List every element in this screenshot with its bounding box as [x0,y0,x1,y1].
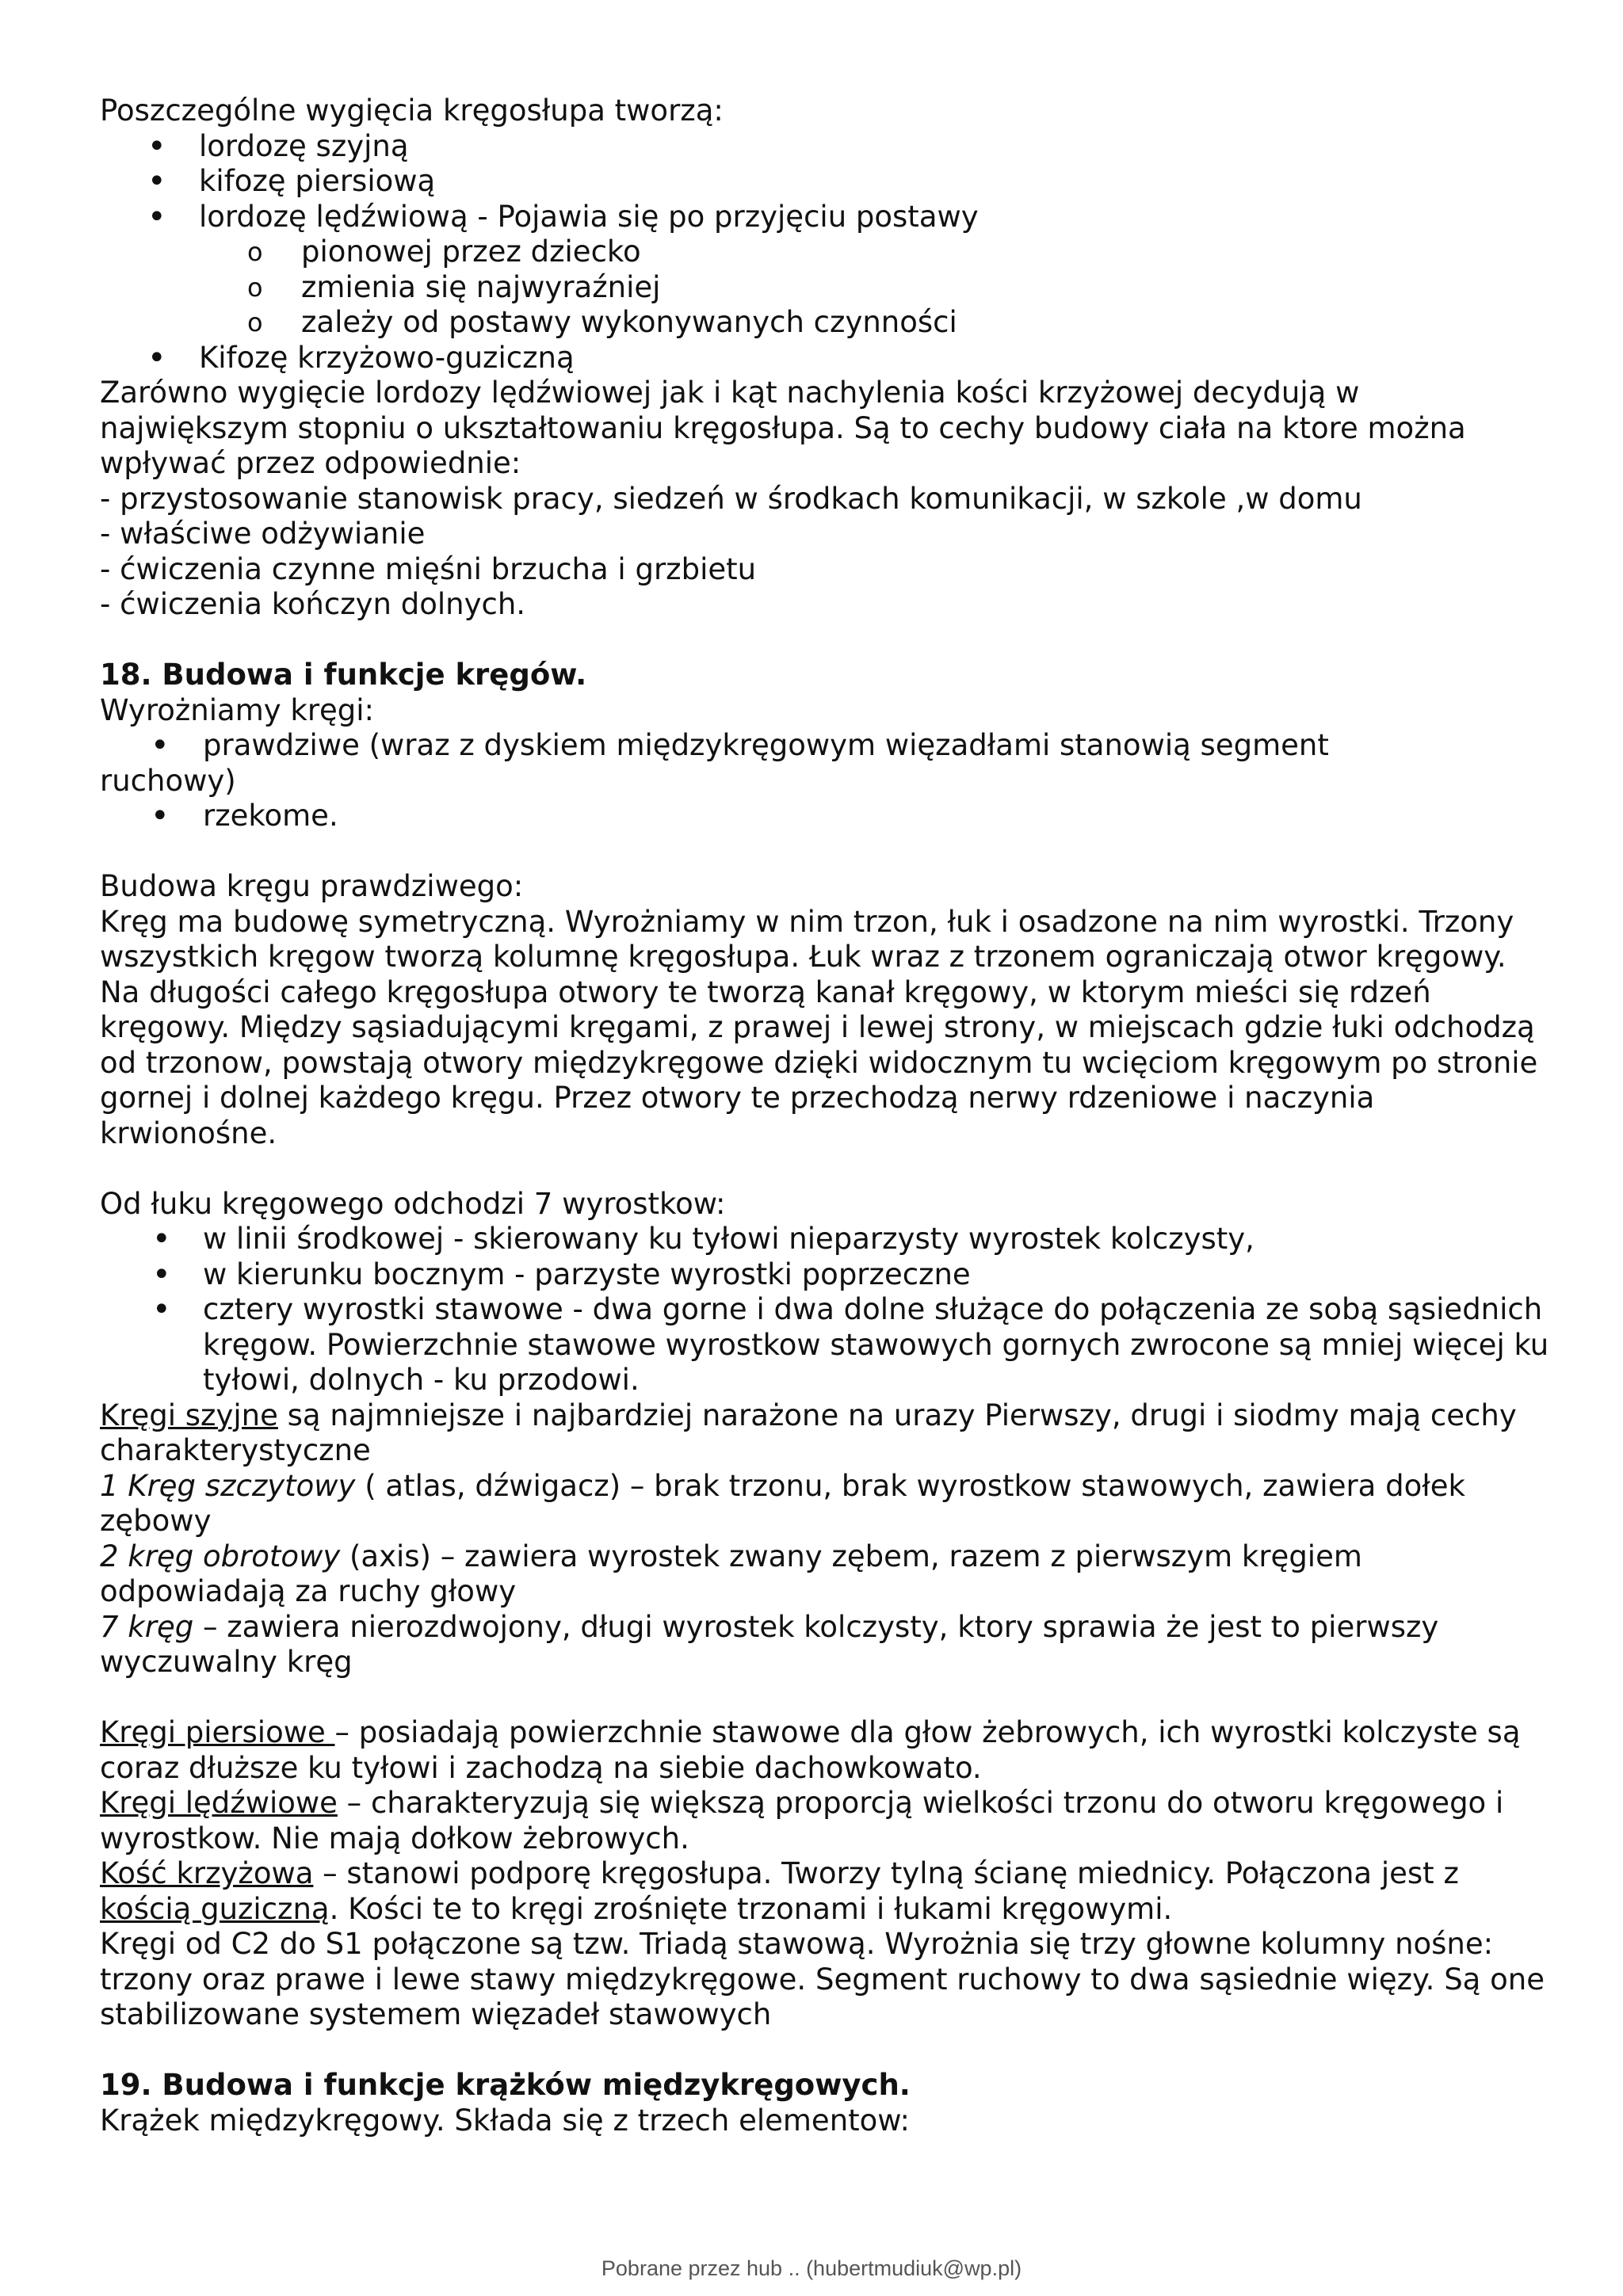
curvature-list [100,129,1550,235]
disc-lead: Krążek międzykręgowy. Składa się z trzech elementow: [100,2103,910,2138]
list-item: • w linii środkowej - skierowany ku tyłowi nieparzysty wyrostek kolczysty, [100,1222,1550,1257]
true-vertebra-paragraph: Kręg ma budowę symetryczną. Wyrożniamy w nim trzon, łuk i osadzone na nim wyrostki. Trzony wszystkich kręgow tworzą kolumnę kręgosłupa. Łuk wraz z trzonem ograniczają otwor kręgowy. Na długości całego kręgosłupa otwory te tworzą kanał kręgowy, w ktorym mieści się rdzeń kręgowy. Między sąsiadującymi kręgami, z prawej i lewej strony, w miejscach gdzie łuki odchodzą od trzonow, powstają otwory międzykręgowe dzięki widocznym tu wcięciom kręgowym po stronie gornej i dolnej każdego kręgu. Przez otwory te przechodzą nerwy rdzeniowe i naczynia krwionośne. [100,904,1538,1150]
list-item: • Kifozę krzyżowo-guziczną [100,341,1550,376]
c2-paragraph: 2 kręg obrotowy (axis) – zawiera wyrostek zwany zębem, razem z pierwszym kręgiem odpowiadają za ruchy głowy [100,1539,1362,1608]
sub-list [100,235,1550,341]
dash-item: - właściwe odżywianie [100,517,426,551]
sacrum-paragraph: Kość krzyżowa – stanowi podporę kręgosłupa. Tworzy tylną ścianę miednicy. Połączona jest z kością guziczną. Kości te to kręgi zrośnięte trzonami i łukami kręgowymi. [100,1856,1459,1926]
triad-paragraph: Kręgi od C2 do S1 połączone są tzw. Triadą stawową. Wyrożnia się trzy głowne kolumny nośne: trzony oraz prawe i lewe stawy międzykręgowe. Segment ruchowy to dwa sąsiednie więzy. Są one stabilizowane systemem więzadeł stawowych [100,1927,1545,2031]
list-item: o pionowej przez dziecko [100,235,1550,270]
bullet-icon: • [151,727,170,764]
true-vertebra-title: Budowa kręgu prawdziwego: [100,869,524,903]
list-item-continuation: ruchowy) [100,763,236,798]
list-item: • w kierunku bocznym - parzyste wyrostki poprzeczne [100,1257,1550,1293]
list-item: • cztery wyrostki stawowe - dwa gorne i dwa dolne służące do połączenia ze sobą sąsiednich kręgow. Powierzchnie stawowe wyrostkow stawowych gornych zwrocone są mniej więcej ku tyłowi, dolnych - ku przodowi. [100,1292,1550,1398]
dash-item: - ćwiczenia kończyn dolnych. [100,587,526,621]
section-19-heading: 19. Budowa i funkcje krążków międzykręgowych. [100,2068,911,2102]
list-item: o zależy od postawy wykonywanych czynności [100,305,1550,341]
document-body [100,93,1550,2138]
list-item: o zmienia się najwyraźniej [100,270,1550,306]
intro-paragraph: Zarówno wygięcie lordozy lędźwiowej jak i kąt nachylenia kości krzyżowej decydują w największym stopniu o ukształtowaniu kręgosłupa. Są to cechy budowy ciała na ktore można wpływać przez odpowiednie: [100,376,1466,480]
list-item: • rzekome. [151,798,338,834]
list-item: • prawdziwe (wraz z dyskiem międzykręgowym więzadłami stanowią segment [151,727,1329,764]
dash-item: - przystosowanie stanowisk pracy, siedzeń w środkach komunikacji, w szkole ,w domu [100,481,1362,516]
cervical-paragraph: Kręgi szyjne są najmniejsze i najbardziej narażone na urazy Pierwszy, drugi i siodmy mają cechy charakterystyczne [100,1398,1517,1467]
c7-paragraph: 7 kręg – zawiera nierozdwojony, długi wyrostek kolczysty, ktory sprawia że jest to pierwszy wyczuwalny kręg [100,1609,1439,1679]
page-footer: Pobrane przez hub .. (hubertmudiuk@wp.pl) [601,2256,1022,2280]
list-item: • lordozę lędźwiową - Pojawia się po przyjęciu postawy [100,200,1550,235]
lumbar-paragraph: Kręgi lędźwiowe – charakteryzują się większą proporcją wielkości trzonu do otworu kręgowego i wyrostkow. Nie mają dołkow żebrowych. [100,1786,1504,1855]
vertebrae-lead: Wyrożniamy kręgi: [100,692,375,727]
thoracic-paragraph: Kręgi piersiowe – posiadają powierzchnie stawowe dla głow żebrowych, ich wyrostki kolczyste są coraz dłuższe ku tyłowi i zachodzą na siebie dachowkowato. [100,1715,1521,1785]
list-item: • kifozę piersiową [100,164,1550,200]
section-18-heading: 18. Budowa i funkcje kręgów. [100,658,587,692]
curvature-list-end [100,341,1550,376]
processes-list [100,1222,1550,1398]
dash-item: - ćwiczenia czynne mięśni brzucha i grzbietu [100,551,757,586]
c1-paragraph: 1 Kręg szczytowy ( atlas, dźwigacz) – brak trzonu, brak wyrostkow stawowych, zawiera dołek zębowy [100,1468,1465,1538]
processes-lead: Od łuku kręgowego odchodzi 7 wyrostkow: [100,1186,726,1221]
list-item: • lordozę szyjną [100,129,1550,165]
bullet-icon: • [151,798,170,834]
intro-lead: Poszczególne wygięcia kręgosłupa tworzą: [100,93,724,128]
